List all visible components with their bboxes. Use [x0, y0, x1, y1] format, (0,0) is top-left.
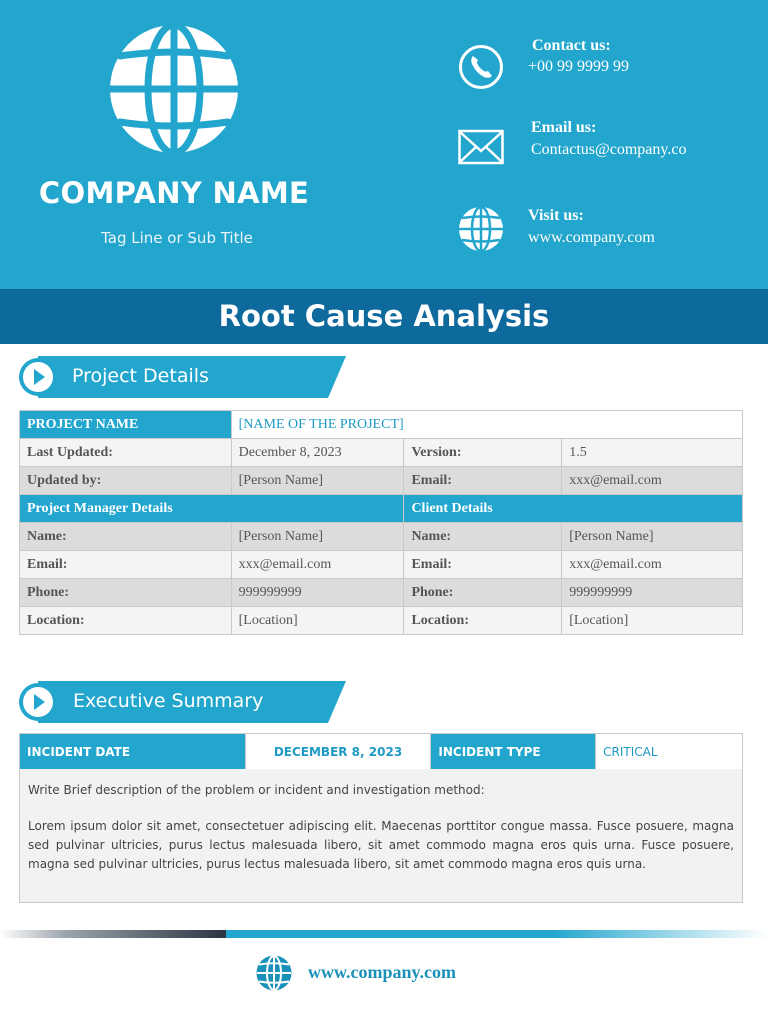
manager-name-label: Name:	[20, 523, 232, 551]
manager-location-value: [Location]	[231, 607, 404, 635]
tagline: Tag Line or Sub Title	[101, 229, 253, 247]
section-label: Executive Summary	[73, 690, 264, 712]
table-row	[20, 495, 743, 523]
footer-globe-icon	[256, 955, 292, 991]
footer-divider-blue	[226, 930, 768, 938]
visit-title: Visit us:	[528, 207, 584, 224]
updated-by-value: [Person Name]	[231, 467, 404, 495]
table-row	[20, 523, 743, 551]
client-location-value: [Location]	[562, 607, 743, 635]
section-header-project-details	[18, 356, 346, 398]
executive-summary-table	[19, 733, 743, 770]
table-row	[20, 607, 743, 635]
table-row	[20, 439, 743, 467]
globe-logo-icon	[108, 22, 240, 156]
project-name-label: PROJECT NAME	[20, 411, 232, 439]
footer-divider-dark	[0, 930, 226, 938]
incident-type-value: CRITICAL	[596, 734, 743, 770]
summary-text: Lorem ipsum dolor sit amet, consectetuer adipiscing elit. Maecenas porttitor congue massa. Fusce posuere, magna sed pulvinar ultricies, purus lectus malesuada libero, sit amet commodo magna eros quis urna. Fusce posuere, magna sed pulvinar ultricies, purus lectus malesuada libero, sit amet commodo magna eros quis urna.	[28, 819, 734, 871]
incident-type-label: INCIDENT TYPE	[431, 734, 596, 770]
section-label: Project Details	[72, 365, 209, 387]
incident-date-value: DECEMBER 8, 2023	[245, 734, 431, 770]
client-name-value: [Person Name]	[562, 523, 743, 551]
company-name: COMPANY NAME	[38, 176, 310, 210]
contact-title: Contact us:	[532, 37, 611, 54]
client-location-label: Location:	[404, 607, 562, 635]
table-row	[20, 467, 743, 495]
client-phone-value: 999999999	[562, 579, 743, 607]
last-updated-value: December 8, 2023	[231, 439, 404, 467]
version-label: Version:	[404, 439, 562, 467]
table-row	[20, 551, 743, 579]
footer-website-link[interactable]: www.company.com	[308, 962, 456, 982]
summary-body	[19, 769, 743, 903]
email-title: Email us:	[531, 119, 597, 136]
header	[0, 0, 768, 289]
manager-phone-value: 999999999	[231, 579, 404, 607]
summary-intro: Write Brief description of the problem or incident and investigation method:	[28, 783, 485, 797]
project-details-table	[19, 410, 743, 635]
version-value: 1.5	[562, 439, 743, 467]
table-row	[20, 579, 743, 607]
client-name-label: Name:	[404, 523, 562, 551]
contact-website-value[interactable]: www.company.com	[528, 229, 655, 246]
contact-email-value: Contactus@company.co	[531, 141, 687, 158]
email-value: xxx@email.com	[562, 467, 743, 495]
incident-date-label: INCIDENT DATE	[20, 734, 246, 770]
client-heading: Client Details	[404, 495, 743, 523]
manager-heading: Project Manager Details	[20, 495, 404, 523]
section-header-executive-summary	[18, 681, 346, 723]
email-label: Email:	[404, 467, 562, 495]
page-title: Root Cause Analysis	[218, 299, 550, 333]
client-phone-label: Phone:	[404, 579, 562, 607]
manager-email-label: Email:	[20, 551, 232, 579]
phone-icon	[458, 44, 504, 90]
table-row	[20, 411, 743, 439]
project-name-value: [NAME OF THE PROJECT]	[231, 411, 742, 439]
manager-name-value: [Person Name]	[231, 523, 404, 551]
envelope-icon	[458, 124, 504, 170]
contact-phone-value: +00 99 9999 99	[528, 58, 630, 75]
last-updated-label: Last Updated:	[20, 439, 232, 467]
manager-location-label: Location:	[20, 607, 232, 635]
manager-phone-label: Phone:	[20, 579, 232, 607]
client-email-label: Email:	[404, 551, 562, 579]
client-email-value: xxx@email.com	[562, 551, 743, 579]
manager-email-value: xxx@email.com	[231, 551, 404, 579]
updated-by-label: Updated by:	[20, 467, 232, 495]
table-row	[20, 734, 743, 770]
globe-icon	[458, 206, 504, 252]
title-band	[0, 289, 768, 344]
